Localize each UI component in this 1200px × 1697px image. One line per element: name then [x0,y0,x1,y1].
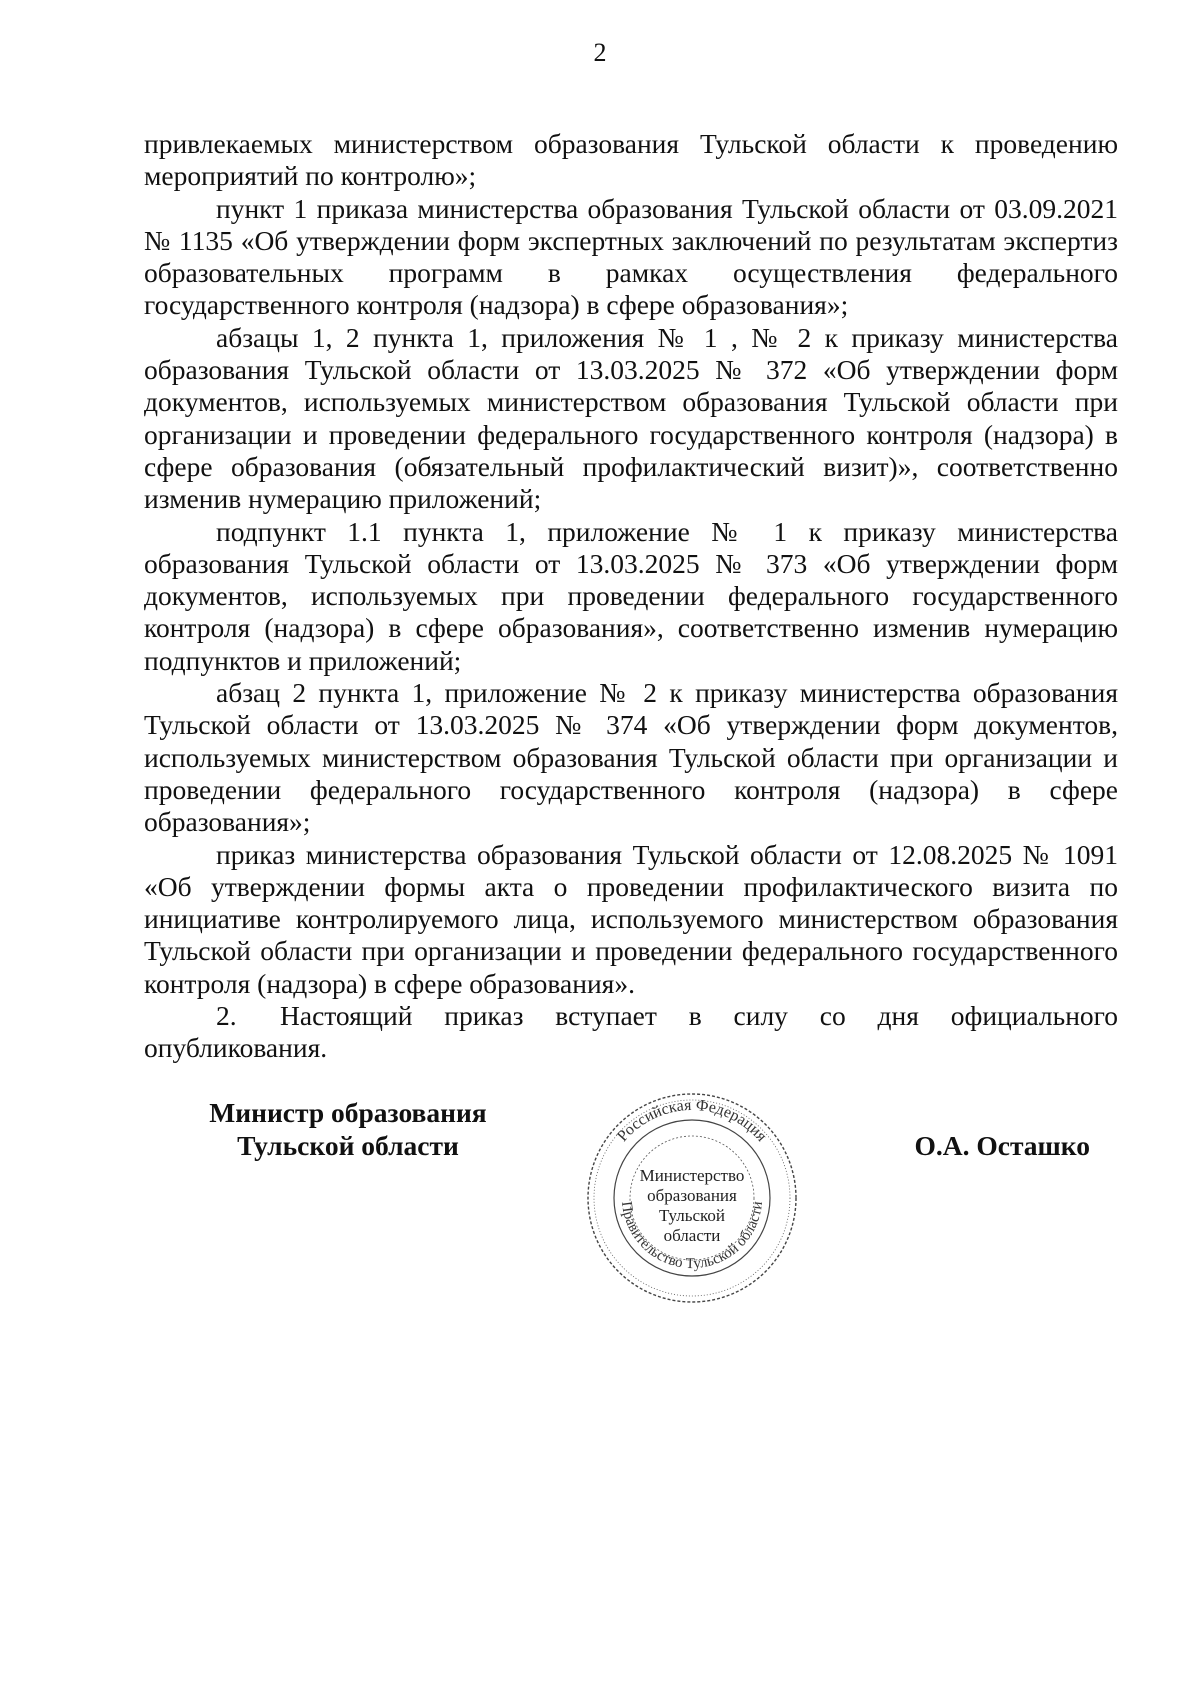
seal-center-line2: образования [647,1186,737,1205]
item-number: 2. [216,1000,237,1032]
document-body [144,128,1118,1065]
signatory-title-line2: Тульской области [237,1130,459,1161]
official-seal [582,1088,802,1308]
paragraph-item-order-373: подпункт 1.1 пункта 1, приложение № 1 к приказу министерства образования Тульской области от 13.03.2025 № 373 «Об утверждении форм документов, используемых при проведении федерального государственного контроля (надзора) в сфере образования», соответственно изменив нумерацию подпунктов и приложений; [144,515,1118,676]
signatory-title [178,1096,518,1162]
signatory-title-line1: Министр образования [209,1097,487,1128]
seal-center-line3: Тульской [658,1206,726,1225]
paragraph-item-order-1091: приказ министерства образования Тульской области от 12.08.2025 № 1091 «Об утверждении формы акта о проведении профилактического визита по инициативе контролируемого лица, используемого министерством образования Тульской области при организации и проведении федерального государственного контроля (надзора) в сфере образования». [144,838,1118,999]
seal-outer-text: Российская Федерация [614,1096,770,1145]
seal-center-line4: области [663,1226,721,1245]
paragraph-item-order-372: абзацы 1, 2 пункта 1, приложения № 1 , № 2 к приказу министерства образования Тульской области от 13.03.2025 № 372 «Об утверждении форм документов, используемых министерством образования Тульской области при организации и проведении федерального государственного контроля (надзора) в сфере образования (обязательный профилактический визит)», соответственно изменив нумерацию приложений; [144,321,1118,515]
paragraph-item-order-1135: пункт 1 приказа министерства образования Тульской области от 03.09.2021 № 1135 «Об утверждении форм экспертных заключений по результатам экспертиз образовательных программ в рамках осуществления федерального государственного контроля (надзора) в сфере образования»; [144,192,1118,321]
seal-center-text [622,1166,762,1246]
paragraph-continuation: привлекаемых министерством образования Тульской области к проведению мероприятий по контролю»; [144,128,1118,192]
item-text: Настоящий приказ вступает в силу со дня официального опубликования. [144,1000,1118,1064]
paragraph-item-2 [144,1000,1118,1065]
page-number: 2 [593,38,607,67]
signatory-name: О.А. Осташко [914,1130,1090,1161]
paragraph-item-order-374: абзац 2 пункта 1, приложение № 2 к приказу министерства образования Тульской области от 13.03.2025 № 374 «Об утверждении форм документов, используемых министерством образования Тульской области при организации и проведении федерального государственного контроля (надзора) в сфере образования»; [144,677,1118,838]
seal-center-line1: Министерство [639,1166,745,1185]
seal-ring-text: Правительство Тульской области [617,1200,766,1273]
